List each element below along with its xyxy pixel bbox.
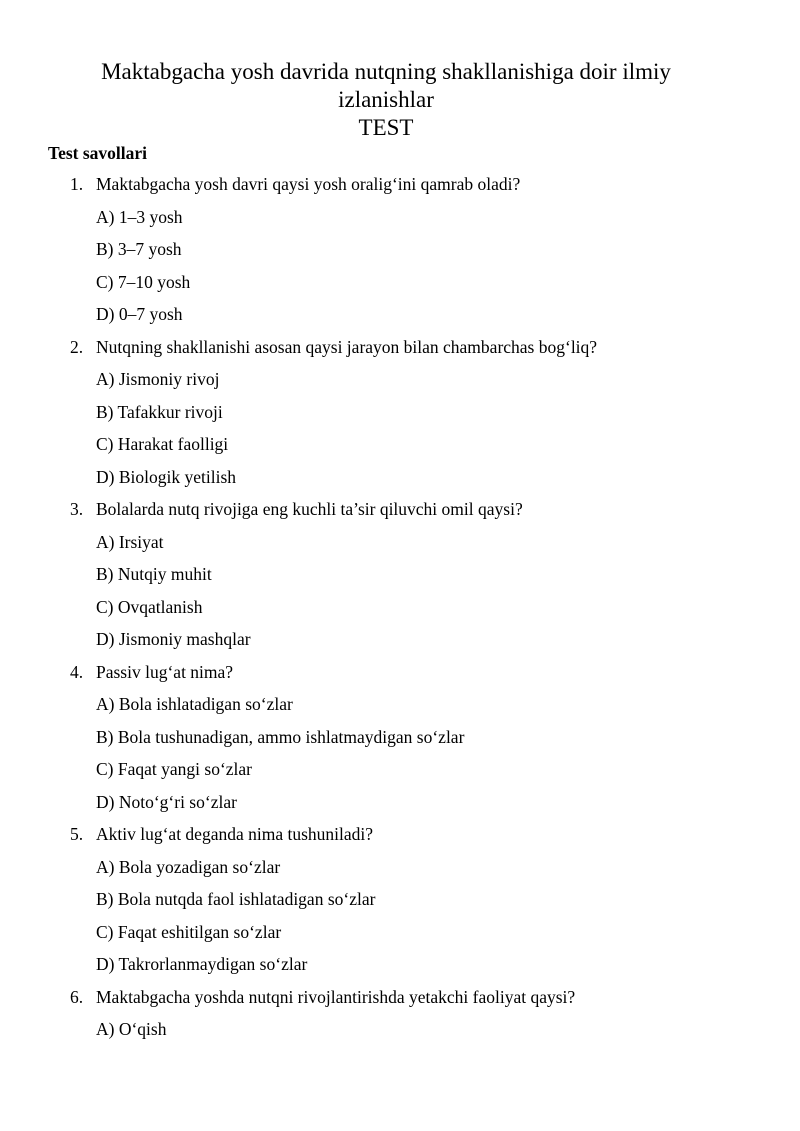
answer-option <box>0 791 800 824</box>
question-number: 1. <box>70 174 84 194</box>
answer-option-text: A) Bola ishlatadigan so‘zlar <box>96 694 293 714</box>
question-text: Aktiv lug‘at deganda nima tushuniladi? <box>96 824 374 844</box>
answer-option-text: C) Ovqatlanish <box>96 596 203 617</box>
answer-option-text: D) Noto‘g‘ri so‘zlar <box>96 791 237 812</box>
answer-option <box>0 303 800 336</box>
answer-option <box>0 433 800 466</box>
answer-option <box>0 953 800 986</box>
answer-option <box>0 531 800 564</box>
question-number: 3. <box>70 499 84 519</box>
answer-option <box>0 466 800 499</box>
answer-option <box>0 856 800 889</box>
answer-option-text: B) Bola nutqda faol ishlatadigan so‘zlar <box>96 889 376 909</box>
title-line-2: izlanishlar <box>338 87 434 112</box>
answer-option <box>0 1018 800 1051</box>
question-text: Bolalarda nutq rivojiga eng kuchli ta’sir qiluvchi omil qaysi? <box>96 499 523 519</box>
answer-option <box>0 888 800 921</box>
answer-option-text: C) Faqat eshitilgan so‘zlar <box>96 921 282 942</box>
answer-option <box>0 726 800 759</box>
answer-option-text: A) Irsiyat <box>96 531 164 552</box>
answer-option <box>0 921 800 954</box>
question-list <box>0 173 800 1051</box>
answer-option-text: D) 0–7 yosh <box>96 304 183 324</box>
answer-option <box>0 563 800 596</box>
question-item <box>0 498 800 531</box>
question-number: 6. <box>70 986 84 1007</box>
answer-option-text: A) Bola yozadigan so‘zlar <box>96 856 281 877</box>
question-item <box>0 823 800 856</box>
answer-option-text: C) Harakat faolligi <box>96 434 229 454</box>
answer-option-text: A) 1–3 yosh <box>96 206 183 227</box>
answer-option <box>0 368 800 401</box>
answer-option <box>0 628 800 661</box>
answer-option-text: B) 3–7 yosh <box>96 239 182 259</box>
document-title <box>0 58 772 142</box>
title-line-3: TEST <box>358 115 414 140</box>
answer-option <box>0 271 800 304</box>
answer-option <box>0 238 800 271</box>
question-item <box>0 986 800 1019</box>
answer-option-text: D) Jismoniy mashqlar <box>96 629 251 649</box>
question-text: Nutqning shakllanishi asosan qaysi jarayon bilan chambarchas bog‘liq? <box>96 336 598 357</box>
question-number: 4. <box>70 661 84 682</box>
answer-option <box>0 401 800 434</box>
answer-option-text: C) 7–10 yosh <box>96 271 191 292</box>
answer-option-text: D) Biologik yetilish <box>96 466 236 487</box>
answer-option-text: B) Bola tushunadigan, ammo ishlatmaydigan so‘zlar <box>96 726 465 747</box>
answer-option-text: B) Nutqiy muhit <box>96 564 212 584</box>
answer-option <box>0 206 800 239</box>
question-number: 5. <box>70 824 84 844</box>
title-line-1: Maktabgacha yosh davrida nutqning shakllanishiga doir ilmiy <box>101 59 671 84</box>
answer-option-text: D) Takrorlanmaydigan so‘zlar <box>96 954 308 974</box>
question-number: 2. <box>70 336 84 357</box>
answer-option <box>0 596 800 629</box>
answer-option-text: C) Faqat yangi so‘zlar <box>96 759 252 779</box>
answer-option-text: A) Jismoniy rivoj <box>96 369 220 389</box>
answer-option <box>0 758 800 791</box>
answer-option <box>0 693 800 726</box>
answer-option-text: B) Tafakkur rivoji <box>96 401 223 422</box>
question-item <box>0 173 800 206</box>
question-text: Maktabgacha yoshda nutqni rivojlantirishda yetakchi faoliyat qaysi? <box>96 986 576 1007</box>
question-text: Maktabgacha yosh davri qaysi yosh oralig‘ini qamrab oladi? <box>96 174 521 194</box>
question-text: Passiv lug‘at nima? <box>96 661 234 682</box>
section-heading: Test savollari <box>48 143 148 163</box>
question-item <box>0 661 800 694</box>
answer-option-text: A) O‘qish <box>96 1019 167 1039</box>
question-item <box>0 336 800 369</box>
